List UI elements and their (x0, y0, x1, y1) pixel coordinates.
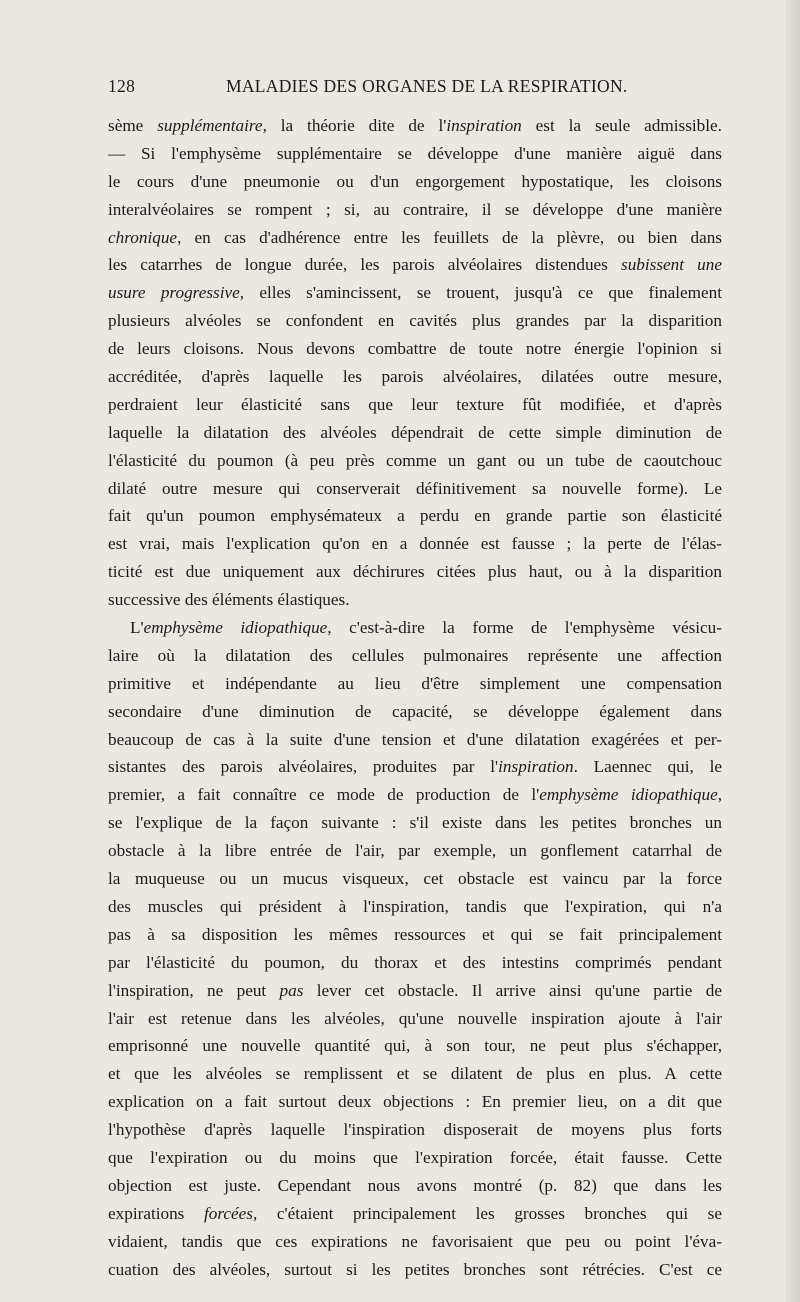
page-edge (786, 0, 800, 1302)
text-line (108, 251, 722, 279)
text-run: plusieurs alvéoles se confondent en cavités plus grandes par la disparition (108, 311, 722, 331)
text-line (108, 977, 722, 1005)
text-line (108, 698, 722, 726)
text-run: cuation des alvéoles, surtout si les petites bronches sont rétrécies. C'est ce (108, 1259, 722, 1279)
text-run: successive des éléments élastiques. (108, 590, 350, 610)
text-run: ticité est due uniquement aux déchirures citées plus haut, ou à la disparition (108, 562, 722, 582)
text-line (108, 726, 722, 754)
text-run: emprisonné une nouvelle quantité qui, à son tour, ne peut plus s'échapper, (108, 1036, 722, 1056)
text-line (108, 1060, 722, 1088)
text-run: que l'expiration ou du moins que l'expiration forcée, était fausse. Cette (108, 1147, 722, 1167)
text-line (108, 1200, 722, 1228)
running-title: MALADIES DES ORGANES DE LA RESPIRATION. (226, 76, 628, 96)
text-run: dilaté outre mesure qui conserverait définitivement sa nouvelle forme). Le (108, 478, 722, 498)
text-run: sistantes des parois alvéolaires, produites par l' (108, 757, 499, 777)
text-line (108, 475, 722, 503)
text-line (108, 307, 722, 335)
text-run: — Si l'emphysème supplémentaire se développe d'une manière aiguë dans (108, 143, 722, 163)
text-line (108, 530, 722, 558)
text-line (108, 809, 722, 837)
text-run: expirations (108, 1203, 204, 1223)
text-run: obstacle à la libre entrée de l'air, par exemple, un gonflement catarrhal de (108, 841, 722, 861)
text-line (108, 1088, 722, 1116)
text-line (108, 1032, 722, 1060)
text-run: l'inspiration, ne peut (108, 980, 280, 1000)
text-run: explication on a fait surtout deux objections : En premier lieu, on a dit que (108, 1092, 722, 1112)
text-run: l'hypothèse d'après laquelle l'inspiration disposerait de moyens plus forts (108, 1120, 722, 1140)
text-line (108, 753, 722, 781)
text-line (108, 447, 722, 475)
text-line (108, 670, 722, 698)
text-run: , c'étaient principalement les grosses bronches qui se (252, 1203, 722, 1223)
page-number: 128 (108, 76, 136, 96)
text-line (108, 921, 722, 949)
italic-text: inspiration (498, 757, 574, 777)
text-run: , c'est-à-dire la forme de l'emphysème vésicu- (327, 618, 722, 638)
text-line (108, 1256, 722, 1284)
text-line (108, 168, 722, 196)
text-run: premier, a fait connaître ce mode de production de l' (108, 785, 540, 805)
italic-text: inspiration (446, 116, 522, 135)
text-line (108, 1005, 722, 1033)
text-run: est vrai, mais l'explication qu'on en a donnée est fausse ; la perte de l'élas- (108, 534, 722, 554)
italic-text: usure progressive (108, 283, 240, 303)
text-run: le cours d'une pneumonie ou d'un engorgement hypostatique, les cloisons (108, 171, 722, 191)
italic-text: chronique (108, 227, 178, 247)
text-run: laire où la dilatation des cellules pulmonaires représente une affection (108, 645, 722, 665)
text-run: des muscles qui président à l'inspiration, tandis que l'expiration, qui n'a (108, 896, 722, 916)
text-line (108, 502, 722, 530)
text-run: est la seule admissible. (521, 116, 722, 135)
page-header (108, 76, 718, 100)
text-line (108, 1116, 722, 1144)
text-run: accréditée, d'après laquelle les parois alvéolaires, dilatées outre mesure, (108, 367, 722, 387)
text-line (108, 837, 722, 865)
text-line (108, 614, 722, 642)
text-run: et que les alvéoles se remplissent et se dilatent de plus en plus. A cette (108, 1064, 722, 1084)
text-line (108, 1172, 722, 1200)
text-run: vidaient, tandis que ces expirations ne favorisaient que peu ou point l'éva- (108, 1231, 722, 1251)
text-run: par l'élasticité du poumon, du thorax et des intestins comprimés pendant (108, 952, 722, 972)
text-line (108, 279, 722, 307)
text-run: L' (130, 618, 144, 638)
text-line (108, 558, 722, 586)
text-run: , la théorie dite de l' (262, 116, 447, 135)
text-run: l'air est retenue dans les alvéoles, qu'une nouvelle inspiration ajoute à l'air (108, 1008, 722, 1028)
text-run: fait qu'un poumon emphysémateux a perdu en grande partie son élasticité (108, 506, 722, 526)
body-text (108, 112, 722, 1283)
italic-text: subissent une (621, 255, 722, 275)
italic-text: emphysème idiopathique (143, 618, 328, 638)
text-run: se l'explique de la façon suivante : s'il existe dans les petites bronches un (108, 813, 722, 833)
text-line (108, 642, 722, 670)
text-run: sème (108, 116, 158, 135)
text-run: . Laennec qui, le (573, 757, 722, 777)
italic-text: pas (279, 980, 304, 1000)
text-run: perdraient leur élasticité sans que leur texture fût modifiée, et d'après (108, 394, 722, 414)
text-run: objection est juste. Cependant nous avons montré (p. 82) que dans les (108, 1175, 722, 1195)
text-run: beaucoup de cas à la suite d'une tension et d'une dilatation exagérées et per- (108, 729, 722, 749)
text-run: les catarrhes de longue durée, les parois alvéolaires distendues (108, 255, 621, 275)
text-line (108, 112, 722, 140)
text-line (108, 781, 722, 809)
text-run: , en cas d'adhérence entre les feuillets de la plèvre, ou bien dans (177, 227, 722, 247)
text-run: lever cet obstacle. Il arrive ainsi qu'une partie de (303, 980, 722, 1000)
text-line (108, 391, 722, 419)
text-line (108, 586, 722, 614)
text-run: , elles s'amincissent, se trouent, jusqu'à ce que finalement (239, 283, 722, 303)
italic-text: supplémentaire (157, 116, 263, 135)
text-line (108, 224, 722, 252)
text-run: la muqueuse ou un mucus visqueux, cet obstacle est vaincu par la force (108, 869, 722, 889)
text-run: de leurs cloisons. Nous devons combattre de toute notre énergie l'opinion si (108, 339, 722, 359)
text-run: pas à sa disposition les mêmes ressources et qui se fait principalement (108, 924, 722, 944)
text-run: primitive et indépendante au lieu d'être simplement une compensation (108, 673, 722, 693)
text-line (108, 1144, 722, 1172)
text-line (108, 1228, 722, 1256)
text-line (108, 140, 722, 168)
text-run: laquelle la dilatation des alvéoles dépendrait de cette simple diminution de (108, 422, 722, 442)
text-line (108, 865, 722, 893)
text-run: secondaire d'une diminution de capacité, se développe également dans (108, 701, 722, 721)
text-line (108, 335, 722, 363)
italic-text: forcées (203, 1203, 253, 1223)
text-run: l'élasticité du poumon (à peu près comme un gant ou un tube de caoutchouc (108, 450, 722, 470)
text-line (108, 419, 722, 447)
italic-text: emphysème idiopathique (539, 785, 718, 805)
text-line (108, 196, 722, 224)
text-run: , (717, 785, 722, 805)
text-line (108, 363, 722, 391)
text-run: interalvéolaires se rompent ; si, au contraire, il se développe d'une manière (108, 199, 722, 219)
text-line (108, 949, 722, 977)
text-line (108, 893, 722, 921)
